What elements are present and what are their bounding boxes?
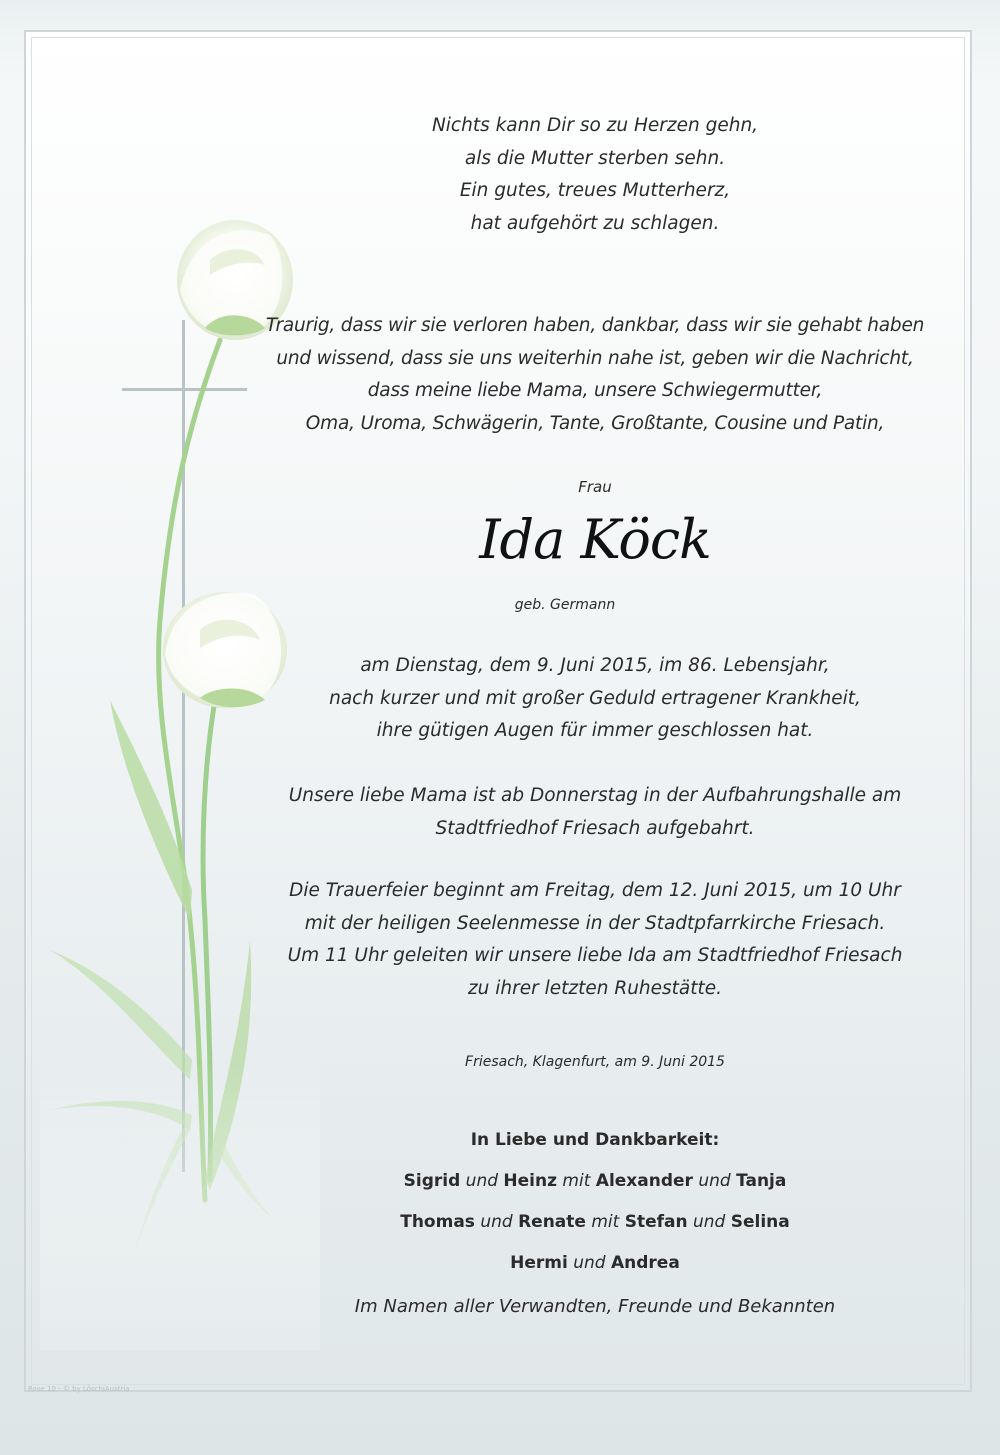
family-member: Hermi <box>510 1253 568 1273</box>
connector: mit <box>591 1212 620 1232</box>
signature-line <box>250 1243 940 1284</box>
family-member: Selina <box>730 1212 790 1232</box>
connector: und <box>480 1212 513 1232</box>
place-date: Friesach, Klagenfurt, am 9. Juni 2015 <box>465 1054 725 1070</box>
footer-credit: Rose 10 - © by LöschiAustria <box>28 1385 130 1393</box>
family-member: Renate <box>518 1212 586 1232</box>
family-member: Andrea <box>611 1253 680 1273</box>
poem-line: hat aufgehört zu schlagen. <box>470 212 720 234</box>
poem-line: Nichts kann Dir so zu Herzen gehn, <box>431 115 759 136</box>
service-line: zu ihrer letzten Ruhestätte. <box>467 977 723 999</box>
message-line: am Dienstag, dem 9. Juni 2015, im 86. Lebensjahr, <box>360 655 830 676</box>
connector: mit <box>562 1171 591 1191</box>
service-line: mit der heiligen Seelenmesse in der Stadtpfarrkirche Friesach. <box>304 912 886 934</box>
poem-line: Ein gutes, treues Mutterherz, <box>459 180 731 201</box>
birth-name: geb. Germann <box>514 597 616 613</box>
family-member: Stefan <box>624 1212 688 1232</box>
poem-line: als die Mutter sterben sehn. <box>464 147 726 169</box>
connector: und <box>465 1171 499 1191</box>
family-member: Tanja <box>736 1171 787 1191</box>
viewing-info <box>250 780 940 845</box>
intro-line: Traurig, dass wir sie verloren haben, dankbar, dass wir sie gehabt haben <box>265 315 925 336</box>
salutation: Frau <box>578 478 612 496</box>
signature-heading: In Liebe und Dankbarkeit: <box>470 1130 720 1150</box>
deceased-name: Ida Köck <box>479 508 711 571</box>
family-member: Alexander <box>595 1171 693 1191</box>
message-line: nach kurzer und mit großer Geduld ertragener Krankheit, <box>329 687 861 709</box>
message-line: ihre gütigen Augen für immer geschlossen hat. <box>376 720 814 741</box>
closing-line: Im Namen aller Verwandten, Freunde und Bekannten <box>354 1296 836 1317</box>
service-line: Um 11 Uhr geleiten wir unsere liebe Ida am Stadtfriedhof Friesach <box>287 945 903 966</box>
intro-line: dass meine liebe Mama, unsere Schwiegermutter, <box>367 380 823 401</box>
viewing-line: Stadtfriedhof Friesach aufgebahrt. <box>435 817 755 839</box>
viewing-line: Unsere liebe Mama ist ab Donnerstag in der Aufbahrungshalle am <box>288 785 902 806</box>
family-member: Heinz <box>503 1171 558 1191</box>
signature-line <box>250 1161 940 1202</box>
intro-line: und wissend, dass sie uns weiterhin nahe ist, geben wir die Nachricht, <box>276 347 914 369</box>
service-line: Die Trauerfeier beginnt am Freitag, dem 12. Juni 2015, um 10 Uhr <box>289 880 901 901</box>
poem-verse <box>250 110 940 240</box>
family-member: Thomas <box>400 1212 475 1232</box>
signature-line <box>250 1202 940 1243</box>
family-signature <box>250 1120 940 1284</box>
connector: und <box>698 1171 731 1191</box>
death-message <box>250 650 940 748</box>
connector: und <box>692 1212 726 1232</box>
funeral-service-info <box>250 875 940 1005</box>
connector: und <box>573 1253 606 1273</box>
intro-line: Oma, Uroma, Schwägerin, Tante, Großtante, Cousine und Patin, <box>305 412 885 434</box>
intro-paragraph <box>250 310 940 440</box>
family-member: Sigrid <box>403 1171 461 1191</box>
